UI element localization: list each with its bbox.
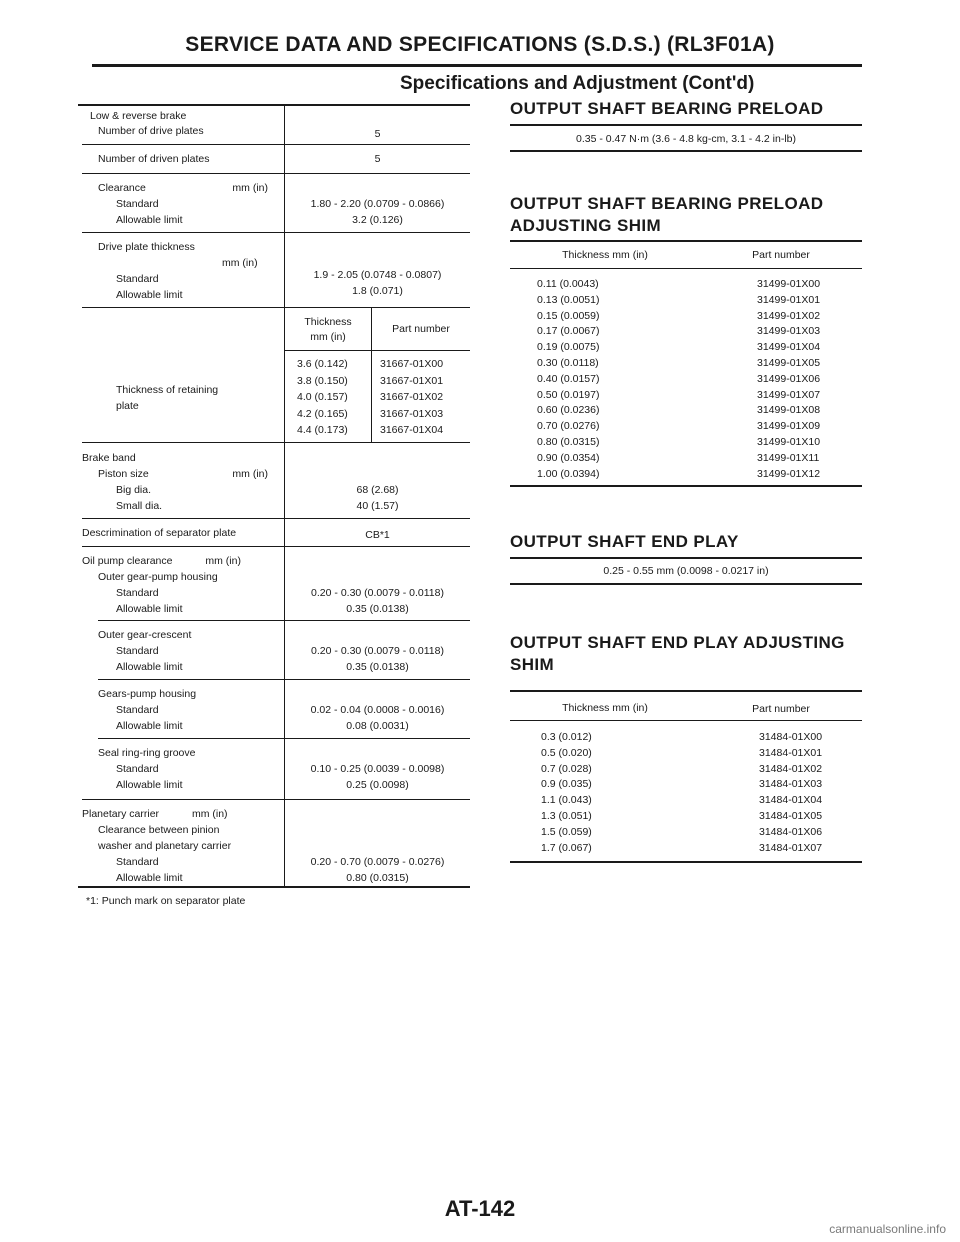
end-play-shim-row-part-number: 31484-01X01 — [759, 746, 823, 759]
oil-g3-label: Gears-pump housing — [98, 688, 197, 700]
end-play-shim-row-thickness: 1.1 (0.043) — [541, 794, 592, 807]
oil-pump-row — [82, 553, 268, 569]
preload-shim-row-thickness: 0.50 (0.0197) — [537, 388, 600, 401]
oil-g4-standard-label: Standard — [116, 763, 159, 775]
retaining-col-part: Part number — [392, 323, 450, 335]
retaining-col-thickness-l2: mm (in) — [310, 331, 346, 343]
clearance-allowable-value: 3.2 (0.126) — [352, 214, 403, 226]
row-divider — [82, 546, 470, 547]
big-dia-label: Big dia. — [116, 484, 152, 496]
separator-value: CB*1 — [365, 529, 390, 541]
preload-shim-row-thickness: 0.11 (0.0043) — [537, 278, 599, 290]
row-divider — [82, 799, 470, 800]
end-play-shim-title-2: SHIM — [510, 655, 555, 674]
end-play-bottom-rule — [510, 583, 862, 585]
oil-pump-unit: mm (in) — [205, 555, 241, 567]
row-divider — [82, 173, 470, 174]
page-subtitle: Specifications and Adjustment (Cont'd) — [400, 73, 755, 94]
preload-shim-row-thickness: 0.13 (0.0051) — [537, 293, 600, 306]
end-play-shim-row-thickness: 0.9 (0.035) — [541, 778, 592, 791]
preload-shim-bottom-rule — [510, 485, 862, 487]
small-dia-value: 40 (1.57) — [356, 500, 399, 512]
page-number: AT-142 — [444, 1196, 516, 1221]
preload-shim-row-part-number: 31499-01X01 — [757, 293, 821, 306]
planetary-row — [82, 806, 268, 822]
retaining-row-part-number: 31667-01X03 — [380, 407, 444, 420]
preload-shim-row-part-number: 31499-01X03 — [757, 325, 821, 338]
preload-shim-row-thickness: 1.00 (0.0394) — [537, 467, 600, 480]
preload-shim-row-part-number: 31499-01X12 — [757, 467, 821, 480]
oil-g2-allowable-label: Allowable limit — [116, 661, 183, 673]
end-play-shim-header-rule — [510, 720, 862, 721]
oil-g2-allowable-value: 0.35 (0.0138) — [346, 661, 409, 673]
preload-shim-row-part-number: 31499-01X10 — [757, 436, 821, 448]
row-divider — [98, 738, 470, 739]
preload-shim-row-part-number: 31499-01X09 — [757, 420, 821, 433]
end-play-shim-row-thickness: 0.7 (0.028) — [541, 762, 592, 775]
preload-shim-row-part-number: 31499-01X08 — [757, 404, 821, 417]
page-title: SERVICE DATA AND SPECIFICATIONS (S.D.S.) (RL3F01A) — [185, 33, 775, 56]
preload-shim-title-1: OUTPUT SHAFT BEARING PRELOAD — [510, 194, 824, 213]
preload-bottom-rule — [510, 150, 862, 152]
preload-shim-row-part-number: 31499-01X04 — [757, 341, 821, 354]
driven-plates-value: 5 — [374, 153, 381, 165]
retaining-row-thickness: 4.0 (0.157) — [297, 391, 348, 403]
watermark: carmanualsonline.info — [829, 1222, 946, 1236]
preload-shim-row-part-number: 31499-01X07 — [757, 388, 821, 401]
preload-shim-row-part-number: 31499-01X00 — [757, 278, 821, 290]
drive-plate-standard-value: 1.9 - 2.05 (0.0748 - 0.0807) — [313, 269, 442, 281]
drive-plate-thickness-label: Drive plate thickness — [98, 241, 195, 253]
end-play-shim-row-part-number: 31484-01X05 — [759, 810, 823, 822]
preload-shim-row-part-number: 31499-01X05 — [757, 357, 821, 369]
planetary-allowable-label: Allowable limit — [116, 872, 183, 884]
planetary-allowable-value: 0.80 (0.0315) — [346, 872, 409, 884]
planetary-standard-label: Standard — [116, 856, 159, 868]
oil-g1-allowable-label: Allowable limit — [116, 603, 183, 615]
end-play-shim-row-thickness: 1.5 (0.059) — [541, 825, 592, 838]
retaining-row-part-number: 31667-01X01 — [380, 374, 444, 387]
drive-plate-allowable-value: 1.8 (0.071) — [352, 285, 403, 297]
end-play-shim-row-thickness: 0.3 (0.012) — [541, 731, 592, 743]
oil-g4-allowable-value: 0.25 (0.0098) — [346, 779, 409, 791]
left-table-top-rule — [78, 104, 470, 106]
preload-shim-row-part-number: 31499-01X02 — [757, 309, 821, 322]
small-dia-label: Small dia. — [116, 500, 163, 512]
oil-g2-standard-label: Standard — [116, 645, 159, 657]
oil-pump-label: Oil pump clearance — [82, 555, 173, 567]
brake-band-label: Brake band — [82, 452, 136, 464]
clearance-label — [98, 180, 268, 196]
oil-g4-allowable-label: Allowable limit — [116, 779, 183, 791]
end-play-shim-top-rule — [510, 690, 862, 692]
drive-plate-allowable-label: Allowable limit — [116, 289, 183, 301]
piston-size-row — [98, 466, 268, 482]
preload-shim-title-2: ADJUSTING SHIM — [510, 216, 662, 235]
preload-top-rule — [510, 124, 862, 126]
retaining-col-thickness — [285, 315, 371, 345]
oil-g2-standard-value: 0.20 - 0.30 (0.0079 - 0.0118) — [311, 645, 444, 657]
preload-shim-row-thickness: 0.30 (0.0118) — [537, 357, 599, 369]
preload-shim-row-thickness: 0.70 (0.0276) — [537, 420, 600, 433]
end-play-shim-row-part-number: 31484-01X07 — [759, 841, 823, 854]
retaining-row-thickness: 3.6 (0.142) — [297, 358, 348, 370]
preload-shim-row-part-number: 31499-01X11 — [757, 451, 820, 464]
retaining-col-thickness-l1: Thickness — [304, 316, 352, 328]
end-play-shim-row-part-number: 31484-01X00 — [759, 731, 823, 743]
preload-shim-row-thickness: 0.15 (0.0059) — [537, 309, 600, 322]
end-play-shim-row-thickness: 1.7 (0.067) — [541, 841, 592, 854]
oil-g3-allowable-label: Allowable limit — [116, 720, 183, 732]
preload-shim-top-rule — [510, 240, 862, 242]
retaining-row-part-number: 31667-01X04 — [380, 424, 444, 436]
retaining-label-2: plate — [116, 400, 139, 412]
separator-label: Descrimination of separator plate — [82, 527, 237, 539]
preload-shim-row-thickness: 0.90 (0.0354) — [537, 451, 600, 464]
end-play-shim-row-part-number: 31484-01X04 — [759, 794, 823, 807]
oil-g1-allowable-value: 0.35 (0.0138) — [346, 603, 409, 615]
footnote: *1: Punch mark on separator plate — [86, 895, 246, 907]
retaining-row-thickness: 3.8 (0.150) — [297, 374, 348, 387]
row-divider — [82, 442, 470, 443]
drive-plate-standard-label: Standard — [116, 273, 159, 285]
clearance-unit: mm (in) — [232, 182, 268, 194]
retaining-label-1: Thickness of retaining — [116, 384, 219, 396]
planetary-unit: mm (in) — [191, 808, 228, 820]
preload-shim-row-thickness: 0.40 (0.0157) — [537, 372, 600, 385]
row-divider — [82, 144, 470, 145]
left-table-bottom-rule — [78, 886, 470, 888]
row-divider — [98, 620, 470, 621]
retaining-row-part-number: 31667-01X02 — [380, 391, 444, 403]
oil-g4-label: Seal ring-ring groove — [98, 747, 196, 759]
oil-g3-standard-value: 0.02 - 0.04 (0.0008 - 0.0016) — [310, 704, 445, 716]
preload-shim-row-thickness: 0.60 (0.0236) — [537, 404, 600, 417]
drive-plate-thickness-unit: mm (in) — [222, 257, 258, 269]
retaining-row-thickness: 4.2 (0.165) — [297, 407, 348, 420]
big-dia-value: 68 (2.68) — [356, 484, 399, 496]
row-divider — [82, 518, 470, 519]
oil-g3-allowable-value: 0.08 (0.0031) — [346, 720, 409, 732]
end-play-shim-row-part-number: 31484-01X02 — [759, 762, 823, 775]
planetary-line2: Clearance between pinion — [98, 824, 220, 836]
preload-shim-row-part-number: 31499-01X06 — [757, 372, 821, 385]
drive-plates-value: 5 — [374, 128, 381, 140]
subtable-header-rule — [285, 350, 470, 351]
planetary-standard-value: 0.20 - 0.70 (0.0079 - 0.0276) — [310, 856, 445, 868]
clearance-standard-label: Standard — [116, 198, 159, 210]
oil-g4-standard-value: 0.10 - 0.25 (0.0039 - 0.0098) — [310, 763, 445, 775]
low-reverse-title: Low & reverse brake — [90, 110, 187, 122]
row-divider — [82, 232, 470, 233]
end-play-shim-col-thickness: Thickness mm (in) — [562, 702, 648, 714]
driven-plates-label: Number of driven plates — [98, 153, 210, 165]
preload-shim-row-thickness: 0.19 (0.0075) — [537, 341, 600, 354]
preload-shim-header-rule — [510, 268, 862, 269]
clearance-allowable-label: Allowable limit — [116, 214, 183, 226]
preload-shim-col-part: Part number — [752, 249, 810, 261]
oil-g1-standard-label: Standard — [116, 587, 159, 599]
clearance-standard-value: 1.80 - 2.20 (0.0709 - 0.0866) — [310, 198, 445, 210]
oil-g1-standard-value: 0.20 - 0.30 (0.0079 - 0.0118) — [311, 587, 444, 599]
oil-g2-label: Outer gear-crescent — [98, 629, 192, 641]
drive-plates-label: Number of drive plates — [98, 125, 204, 137]
row-divider — [98, 679, 470, 680]
preload-shim-row-thickness: 0.17 (0.0067) — [537, 325, 600, 338]
end-play-top-rule — [510, 557, 862, 559]
end-play-shim-row-thickness: 1.3 (0.051) — [541, 810, 592, 822]
preload-title: OUTPUT SHAFT BEARING PRELOAD — [510, 99, 824, 118]
oil-g3-standard-label: Standard — [116, 704, 159, 716]
end-play-shim-title-1: OUTPUT SHAFT END PLAY ADJUSTING — [510, 633, 845, 652]
end-play-shim-row-thickness: 0.5 (0.020) — [541, 746, 592, 759]
oil-g1-label: Outer gear-pump housing — [98, 571, 218, 583]
header-rule — [92, 64, 862, 67]
clearance-text: Clearance — [98, 182, 146, 194]
end-play-title: OUTPUT SHAFT END PLAY — [510, 532, 739, 551]
planetary-label: Planetary carrier — [82, 808, 160, 820]
retaining-row-part-number: 31667-01X00 — [380, 358, 444, 370]
preload-shim-col-thickness: Thickness mm (in) — [562, 249, 648, 261]
planetary-line3: washer and planetary carrier — [98, 840, 232, 852]
preload-shim-row-thickness: 0.80 (0.0315) — [537, 436, 600, 448]
retaining-row-thickness: 4.4 (0.173) — [297, 424, 348, 436]
end-play-shim-bottom-rule — [510, 861, 862, 863]
preload-value: 0.35 - 0.47 N·m (3.6 - 4.8 kg-cm, 3.1 - 4.2 in-lb) — [576, 133, 796, 145]
end-play-shim-col-part: Part number — [752, 703, 810, 715]
end-play-value: 0.25 - 0.55 mm (0.0098 - 0.0217 in) — [603, 565, 769, 577]
end-play-shim-row-part-number: 31484-01X03 — [759, 778, 823, 791]
piston-size-label: Piston size — [98, 468, 149, 480]
row-divider — [82, 307, 470, 308]
end-play-shim-row-part-number: 31484-01X06 — [759, 825, 823, 838]
piston-size-unit: mm (in) — [232, 468, 268, 480]
